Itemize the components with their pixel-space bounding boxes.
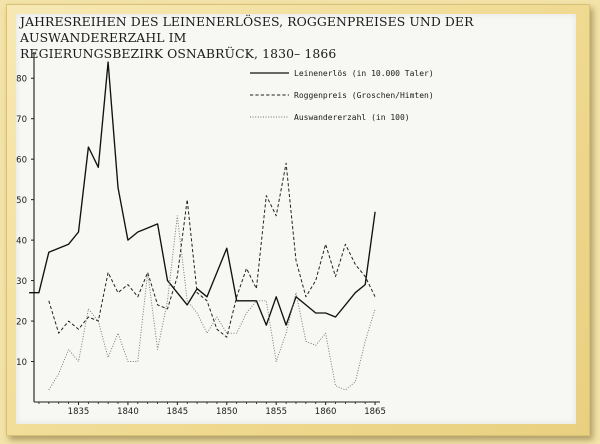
y-tick-label: 60 bbox=[16, 155, 27, 166]
y-tick-label: 50 bbox=[16, 196, 27, 207]
x-tick-label: 1845 bbox=[166, 407, 189, 417]
series-line-dotted bbox=[49, 216, 375, 390]
series-line-dashed bbox=[49, 163, 375, 337]
x-tick-label: 1860 bbox=[314, 407, 337, 417]
y-tick-label: 70 bbox=[16, 115, 27, 126]
legend-label-solid: Leinenerlös (in 10.000 Taler) bbox=[294, 69, 434, 78]
y-tick-label: 30 bbox=[16, 277, 27, 288]
x-tick-label: 1840 bbox=[117, 407, 139, 417]
legend-label-dashed: Roggenpreis (Groschen/Himten) bbox=[294, 91, 434, 100]
series-line-solid bbox=[29, 62, 375, 325]
x-tick-label: 1865 bbox=[364, 407, 386, 417]
title-line-2: REGIERUNGSBEZIRK OSNABRÜCK, 1830– 1866 bbox=[20, 46, 337, 61]
y-tick-label: 20 bbox=[16, 317, 27, 328]
ticks bbox=[16, 75, 386, 417]
axes bbox=[34, 52, 380, 402]
legend-label-dotted: Auswandererzahl (in 100) bbox=[294, 113, 410, 122]
y-tick-label: 40 bbox=[16, 236, 27, 247]
title-line-1: JAHRESREIHEN DES LEINENERLÖSES, ROGGENPREISES UND DER AUSWANDERERZAHL IM bbox=[20, 14, 474, 45]
x-tick-label: 1835 bbox=[67, 407, 90, 417]
series-lines bbox=[29, 62, 375, 390]
x-tick-label: 1855 bbox=[265, 407, 288, 417]
y-tick-label: 80 bbox=[16, 74, 27, 85]
x-tick-label: 1850 bbox=[215, 407, 238, 417]
legend bbox=[250, 69, 434, 122]
y-tick-label: 10 bbox=[16, 358, 27, 369]
